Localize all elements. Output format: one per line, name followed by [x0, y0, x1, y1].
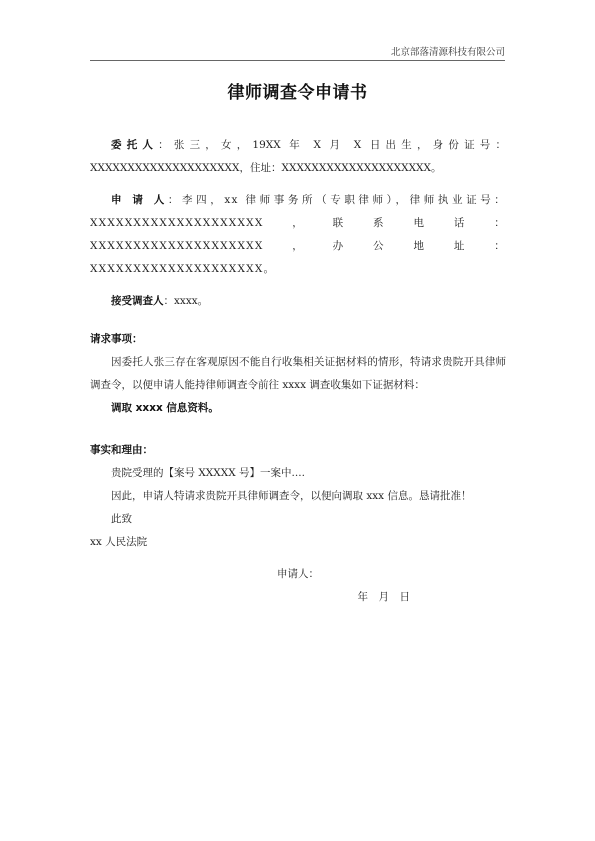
principal-text: 张三，女，19XX 年 X 月 X 日出生，身份证号：XXXXXXXXXXXXXXXXXXXX，住址：XXXXXXXXXXXXXXXXXXXX。	[90, 139, 507, 174]
principal-label: 委托人	[111, 139, 159, 151]
header-divider	[90, 60, 505, 61]
principal-colon: ：	[158, 139, 174, 151]
recipient-colon: ：	[163, 295, 174, 307]
signature-label: 申请人：	[277, 568, 319, 580]
facts-line-1: 贵院受理的【案号 XXXXX 号】一案中....	[111, 467, 305, 479]
facts-line-2: 因此，申请人特请求贵院开具律师调查令，以便向调取 xxx 信息。恳请批准！	[111, 490, 472, 502]
principal-paragraph	[90, 134, 506, 180]
recipient-label: 接受调查人	[111, 295, 164, 307]
document-title: 律师调查令申请书	[227, 83, 368, 103]
header-company-name: 北京部落清源科技有限公司	[390, 47, 505, 58]
signature-date: 年 月 日	[357, 591, 410, 603]
recipient-paragraph	[90, 290, 506, 313]
recipient-text: xxxx。	[174, 295, 209, 307]
applicant-paragraph	[90, 189, 506, 281]
applicant-text: 李四，xx 律师事务所（专职律师），律师执业证号：XXXXXXXXXXXXXXXXXXXX，联系电话：XXXXXXXXXXXXXXXXXXXX，办公地址：XXXXXXXXXXXXXXXXXXXX。	[90, 194, 507, 275]
applicant-label: 申 请 人	[111, 194, 168, 206]
requests-item: 调取 xxxx 信息资料。	[111, 402, 219, 414]
applicant-colon: ：	[167, 194, 182, 206]
requests-heading: 请求事项：	[90, 333, 143, 345]
document-body	[90, 134, 506, 609]
court-name: xx 人民法院	[90, 536, 148, 548]
requests-text: 因委托人张三存在客观原因不能自行收集相关证据材料的情形，特请求贵院开具律师调查令，以便申请人能持律师调查令前往 xxxx 调查收集如下证据材料：	[90, 356, 506, 391]
facts-heading: 事实和理由：	[90, 444, 153, 456]
closing-text: 此致	[111, 513, 132, 525]
